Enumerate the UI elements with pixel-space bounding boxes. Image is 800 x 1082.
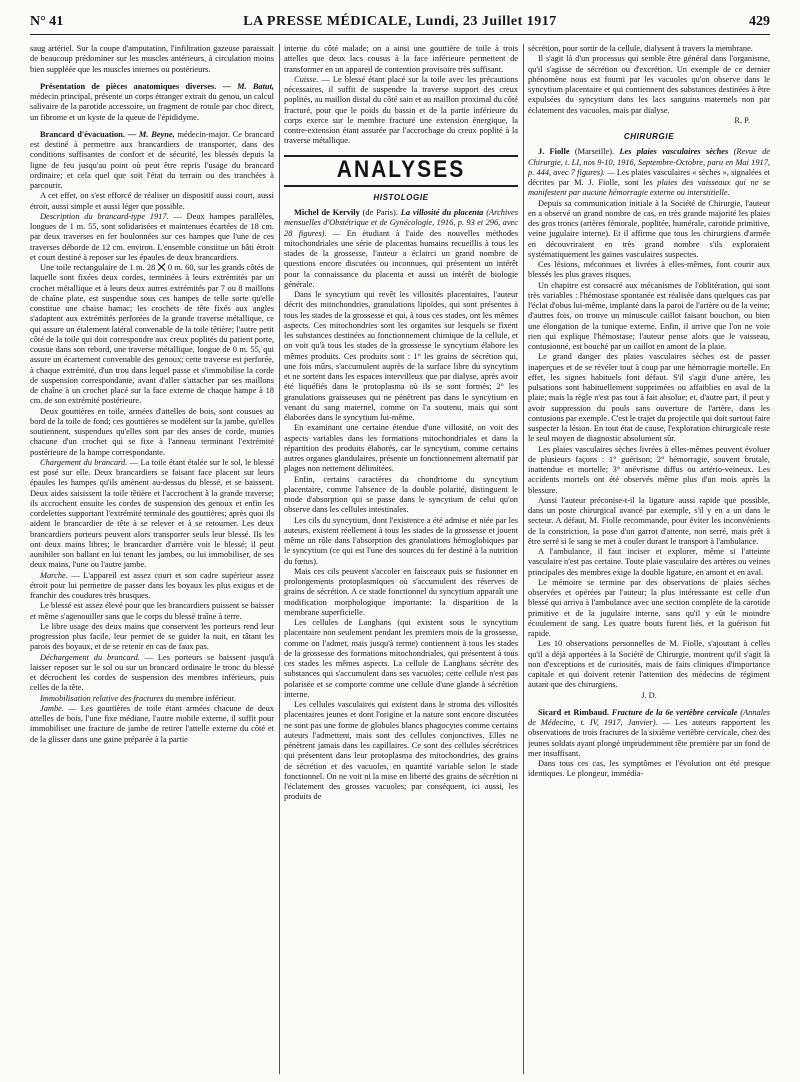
column-divider (523, 44, 524, 1074)
paragraph-text: médecin principal, présente un corps étranger extrait du genou, un calcul salivaire de la parotide accessoire, un fragment de rotule par choc direct, un fibrome et un kyste de la queue de l'épididyme. (30, 92, 274, 122)
paragraph-text: — Les porteurs se baissent jusqu'à laisser reposer sur le sol ou sur un brancard ordinaire le tronc du blessé et décrochent les cordes de suspension des membres inférieurs, puis celles de la tête. (30, 652, 274, 693)
paragraph-label: Chargement du brancard. (40, 457, 128, 467)
paragraph-text: — La toile étant étalée sur le sol, le blessé est posé sur elle. Deux brancardiers se faisant face placent sur leurs épaules les hampes qu'ils amènent au-dessus du blessé, et se baissent. Deux aides saisissent la toile têtière et l'accrochent à la grande traverse; ils accrochent ensuite les cordes de suspension des genoux et enfin les cordelettes supportant l'extrémité terminale des gouttières; après quoi ils aident le brancardier de tête à se relever et à se retourner. Les deux brancardiers porteurs peuvent alors transporter seuls leur blessé. Ils les ont deux mains libres; le brancardier d'arrière voit le blessé; il peut aunihiler son ballant en lui tenant les jambes, ou lui immobiliser, de ses deux mains, l'une ou l'autre jambe. (30, 457, 274, 570)
paragraph-dechargement (30, 653, 274, 694)
paragraph: interne du côté malade; on a ainsi une gouttière de toile à trois attelles que deux lacs cousus à la face inférieure permettent de transformer en un appareil de contention provisoire très suffisant. (284, 44, 518, 74)
journal-title: LA PRESSE MÉDICALE, Lundi, 23 Juillet 1917 (243, 14, 557, 29)
column-right (528, 44, 770, 1076)
paragraph: Aussi l'auteur préconise-t-il la ligature aussi rapide que possible, dans un poste chirurgical avancé par exemple, s'il y en a un dans le secteur. A défaut, M. Fiolle recommande, pour éviter les inconvénients de la constriction, la pose d'un garrot d'attente, non serré, mais prêt à être serré si le sang se met à couler durant le transport à l'ambulance. (528, 495, 770, 546)
subrubric-title: HISTOLOGIE (373, 192, 429, 202)
paragraph: Le libre usage des deux mains que conservent les porteurs rend leur progression plus facile, leur permet de se guider la nuit, en tâtant les parois des boyaux, et de se retenir en cas de faux pas. (30, 621, 274, 652)
section-pieces-anatomiques (30, 82, 274, 123)
paragraph: Deux gouttières en toile, armées d'attelles de bois, sont cousues au bord de la toile de fond; ces gouttières se modèlent sur la jambe, qu'elles soutiennent, suspendues qu'elles sont par des anses de corde, munies chacune d'un crochet qui se fixe à l'anneau terminant l'extrémité postérieure de la hampe correspondante. (30, 406, 274, 457)
paragraph: Les cellules de Langhans (qui existent sous le syncytium placentaire non seulement pendant les premiers mois de la grossesse, comme on l'admet, mais jusqu'à terme) contiennent à tous les stades de la grossesse des formations mitochondriales, qui présentent à tous ces stades les mêmes aspects. La cellule de Langhans sécrète des substances qui s'accumulent dans ses vacuoles; cette cellule n'est pas polarisée et se comporte comme une cellule d'une glande à sécrétion interne. (284, 618, 518, 699)
paragraph: Dans le syncytium qui revêt les villosités placentaires, l'auteur décrit des mitochondries, granulations lipoïdes, qui sont présentes à tous les stades de la grossesse et qui, à tous ces stades, ont les mêmes aspects. Ces mitochondries sont les organites sur lesquels se fixent les substances destinées au fonctionnement chimique de la cellule, et on voit qu'à tous les stades de la grossesse le syncytium élabore les mêmes produits. Ces produits sont : 1° les grains de sécrétion qui, une fois mûrs, s'accumulent auprès de la surface libre du syncytium et ne sortent dans les espaces intervilleux que par dialyse, après avoir été liquéfiés dans le protoplasma où ils se sont formés; 2° les granulations graisseuses qui ne pénètrent pas dans le syncytium en venant du sang maternel, comme on l'a soutenu, mais qui sont élaborées dans le syncytium lui-même. (284, 290, 518, 422)
section-brancard (30, 130, 274, 192)
paragraph: Les cils du syncytium, dont l'existence a été admise et niée par les auteurs, existent réellement à tous les stades de la grossesse et jouent même un rôle dans l'absorption des granulations hémoglobiques par le syncytium (ce qui est l'une des sources du fer destiné à la nutrition du fœtus). (284, 515, 518, 566)
paragraph: Dans tous ces cas, les symptômes et l'évolution ont été presque identiques. Le plongeur, immédia- (528, 759, 770, 779)
paragraph-label: Immobilisation relative des fractures (40, 693, 164, 703)
article-title: La villosité du placenta (400, 208, 484, 217)
paragraph-label: Jambe. (40, 703, 64, 713)
article-fiolle (528, 147, 770, 198)
running-header (30, 12, 770, 35)
paragraph: Depuis sa communication initiale à la Société de Chirurgie, l'auteur en a observé un grand nombre de cas, en très grande majorité les plaies des gros troncs (artères fémorale, poplitée, humérale, carotide primitive, veine jugulaire interne). Et il affirme que tous les chirurgiens d'armée en découvriraient en très grand nombre s'ils exploraient systématiquement les gaines vasculaires suspectes. (528, 198, 770, 259)
paragraph-text: Les auteurs rapportent les observations de trois fractures de la sixième vertèbre cervicale, chez des jeunes soldats ayant plongé imprudemment tête première par un fond de mer insuffisant. (528, 718, 770, 758)
paragraph-label: Déchargement du brancard. (40, 652, 140, 662)
paragraph-chargement (30, 458, 274, 571)
article-reference: (Revue de Chirurgie, t. LI, nos 9-10, 1916, Septembre-Octobre, paru en Mai 1917, p. 444, avec 7 figures). — (528, 147, 770, 177)
paragraph: A l'ambulance, il faut inciser et explorer, même si l'atteinte vasculaire n'est pas certaine. Toute plaie vasculaire des artères ou veines principales des membres exige la double ligature, en amont et en aval. (528, 547, 770, 577)
article-reference: (Archives mensuelles d'Obstétrique et de Gynécologie, 1916, p. 93 et 296, avec 28 figures). — (284, 208, 518, 238)
paragraph: Le mémoire se termine par des observations de plaies sèches observées et opérées par l'auteur; la plus intéressante est celle d'un blessé qui arriva à l'ambulance avec une section complète de la carotide primitive et de la jugulaire interne, sans qu'il y eût le moindre écoulement de sang. Les quatre bouts furent liés, et la guérison fut rapide. (528, 577, 770, 638)
article-sicard (528, 708, 770, 759)
article-reference: (Annales de Médecine, t. IV, 1917, Janvier). — (528, 707, 770, 727)
paragraph-text: 0 m. 60, sur les grands côtés de laquelle sont fixées deux cordes, terminées à leurs extrémités par un crochet métallique et à leurs deux autres extrémités par 7 ou 8 maillons de chaîne plate, est suspendue sous ces hampes de telle sorte qu'elle constitue une chaise hamac; les crochets de tête fixés aux angles s'adaptent aux extrémités perforées de la grande traverse métallique, ce qui assure un étalement latéral convenable de la toile têtière; l'autre petit côté de la toile qui doit correspondre aux creux poplités du patient porte, cousue dans son rebord, une traverse métallique, longue de 0 m. 55, qui assure un écartement convenable des genoux; cette traverse est perforée, à chaque extrémité, d'un trou dans lequel passe et s'immobilise la corde de suspension correspondante, avant d'aller s'attacher par ses maillons de chaîne à un crochet placé sur la face externe de chaque hampe à 18 cm. de son extrémité postérieure. (30, 263, 274, 406)
paragraph-jambe (30, 704, 274, 745)
paragraph-marche (30, 571, 274, 602)
paragraph: sécrétion, pour sortir de la cellule, dialysent à travers la membrane. (528, 44, 753, 53)
author-name: Michel de Kervily (294, 208, 360, 217)
article-title: Les plaies vasculaires sèches (619, 147, 729, 157)
paragraph: A cet effet, on s'est efforcé de réaliser un dispositif aussi court, aussi étroit, aussi simple et aussi léger que possible. (30, 191, 274, 211)
paragraph-text: médecin-major. Ce brancard est destiné à permettre aux brancardiers de transporter, dans des conditions suffisantes de confort et de sécurité, les blessés depuis la ligne de feu jusqu'au point où peut être repris l'usage du brancard ordinaire; et cela quel que soit l'état du terrain ou des tranchées à parcourir. (30, 129, 274, 190)
paragraph: Les 10 observations personnelles de M. Fiolle, s'ajoutant à celles qu'il a déjà apportées à la Société de Chirurgie, montrent qu'il s'agit là non d'exceptions et de curiosités, mais de faits cliniques d'importance capitale et qui doivent retenir l'attention des médecins de régiment autant que des chirurgiens. (528, 639, 770, 690)
paragraph-label: Description du brancard-type 1917. (40, 211, 169, 221)
article-signature: R. P. (734, 115, 750, 125)
author-name: J. Fiolle (538, 147, 570, 157)
author-place: (de Paris). (359, 208, 401, 217)
column-divider (279, 44, 280, 1074)
multiply-cross-icon (158, 263, 166, 271)
rubric-title: ANALYSES (336, 155, 466, 183)
page-number: 429 (749, 14, 770, 29)
paragraph: saug artériel. Sur la coupe d'amputation, l'infiltration gazeuse paraissait de beaucoup prédominer sur les muscles antérieurs, à circulation moins bien suppléée que les muscles internes ou postérieurs. (30, 44, 274, 74)
paragraph: Un chapitre est consacré aux mécanismes de l'oblitération, qui sont très variables : l'hémostase spontanée est réalisée dans quelques cas par l'éclat d'obus lui-même, implanté dans la paroi de l'artère ou de la veine; d'autres fois, on trouve un minuscule caillot faisant bouchon, ou bien une élongation de la tunique externe. Enfin, il arrive que l'on ne voie rien qui explique l'hémostase; l'auteur pense alors que le vaisseau, contusionné, est bouché par un caillot en amont de la plaie. (528, 280, 770, 351)
section-title: Brancard d'évacuation. — (40, 129, 137, 139)
paragraph-label: Marche. (40, 570, 68, 580)
paragraph-toile (30, 263, 274, 407)
paragraph-label: Cuisse. (294, 74, 319, 84)
section-title: Présentation de pièces anatomiques diverses. — (40, 81, 231, 91)
paragraph: Les plaies vasculaires sèches livrées à elles-mêmes peuvent évoluer de plusieurs façons : 1° guérison; 2° hémorragie, souvent brutale, inattendue et mortelle; 3° anévrisme diffus ou artério-veineux. Les accidents mortels ont été observés même plus d'un mois après la blessure. (528, 444, 770, 495)
paragraph: Mais ces cils peuvent s'accoler en faisceaux puis se fusionner en prolongements protoplasmiques où s'accumulent des réserves de grains de sécrétion. A ce stade fonctionnel du syncytium apparaît une modification morphologique importante: la disparition de la membrane superficielle. (284, 566, 518, 617)
paragraph-description (30, 212, 274, 263)
paragraph: Il s'agit là d'un processus qui semble être général dans l'organisme, qu'il s'agisse de sécrétion ou d'excrétion. Un exemple de ce dernier phénomène nous est fourni par les vacuoles qu'on observe dans le syncytium placentaire et qui contiennent des substances destinées à être expulsées du syncytium dans les lacs sanguins maternels non par éclatement des vacuoles, mais par dialyse. (528, 54, 770, 115)
paragraph: Le grand danger des plaies vasculaires sèches est de passer inaperçues et de se révéler tout à coup par une hémorragie mortelle. En effet, les signes habituels font défaut. S'il s'agit d'une artère, les pulsations sont habituellement supprimées ou affaiblies en aval de la plaie; mais la règle n'est pas tout à fait absolue; et, d'autre part, il peut y avoir suppression du pouls sans ouverture de l'artère, dans les contusions par exemple. C'est le trajet du projectile qui doit surtout faire suspecter la lésion. En tout état de cause, l'exploration chirurgicale reste le seul moyen de diagnostic absolument sûr. (528, 352, 770, 444)
paragraph-text: — L'appareil est assez court et son cadre supérieur assez étroit pour lui permettre de passer dans les boyaux les plus exigus et de franchir des coudures très brusques. (30, 570, 274, 600)
author-place: (Marseille). (569, 147, 620, 157)
paragraph-text: — Les gouttières de toile étant armées chacune de deux attelles de bois, l'une fixe médiane, l'autre mobile externe, il suffit pour immobiliser une fracture de jambe de retirer l'attelle externe du côté et de la glisser dans une gaine préparée à la partie (30, 703, 274, 744)
paragraph-text: En étudiant à l'aide des nouvelles méthodes mitochondriales une série de placentas humains recueillis à tous les stades de la grossesse, l'auteur a éclairci un grand nombre de questions encore discutées ou inconnues, qui présentent un intérêt pour la connaissance du placenta et aussi un intérêt de biologie générale. (284, 228, 518, 289)
paragraph: Les cellules vasculaires qui existent dans le stroma des villosités placentaires jeunes et dont l'origine et la nature sont encore discutées ne sont pas une forme de globules blancs phagocytes comme certains auteurs l'admettent, mais sont des cellules conjonctives. Elles ne pénètrent jamais dans les capillaires. Ce sont des cellules sécrétrices qui présentent dans leur protoplasma des mitochondries, des grains de sécrétion et des vacuoles, en quantité variable selon le stade fonctionnel. On ne voit ni la mise en liberté des grains de sécrétion ni l'éclatement des grosses vacuoles; par conséquent, ici aussi, les produits de (284, 700, 518, 802)
paragraph-immobilisation (30, 694, 274, 704)
paragraph: Enfin, certains caractères du chondriome du syncytium placentaire, comme l'absence de la double polarité, distinguent le mode d'absorption qui se passe dans le syncytium de celui qu'on observe dans les cellules intestinales. (284, 474, 518, 515)
paragraph-cuisse (284, 75, 518, 147)
paragraph: En examinant une certaine étendue d'une villosité, on voit des aspects variables dans les formations mitochondriales et dans la répartition des produits élaborés, car le syncytium, comme certains autres organes glandulaires, présente un fonctionnement alternatif par plages non nettement délimitées. (284, 423, 518, 474)
paragraph-text: — Le blessé étant placé sur la toile avec les précautions nécessaires, il suffit de suspendre la traverse support des creux poplités, au maillon distal du côté sain et au maillon proximal du côté fracturé, pour que le poids du bassin et de la partie inférieure du corps exerce sur le membre fracturé une extension énergique, la contre-extension étant assurée par l'accrochage du creux poplité à la traverse métallique. (284, 74, 518, 146)
author-name: M. Beyne, (138, 129, 175, 139)
author-name: M. Batut, (237, 81, 274, 91)
paragraph-text: Une toile rectangulaire de 1 m. 28 (40, 263, 158, 272)
article-title: Fracture de la 6e vertèbre cervicale (608, 707, 738, 717)
paragraph-text: — Deux hampes parallèles, longues de 1 m. 55, sont solidarisées et maintenues écartées de 18 cm. par deux traverses en fer boulonnées sur ces hampes que l'une de ces traverses déborde de 12 cm. environ. L'ensemble constitue un bâti étroit et court destiné à reposer sur les épaules de deux brancardiers. (30, 211, 274, 262)
issue-number: N° 41 (30, 14, 64, 29)
article-kervily (284, 208, 518, 290)
author-name: Sicard et Rimbaud. (538, 707, 609, 717)
paragraph-emphasis: plaies des vaisseaux qui ne se manifestent par aucune hémorragie externe ou interstitielle. (528, 178, 770, 198)
subrubric-title: CHIRURGIE (623, 132, 675, 141)
paragraph-text: Les plaies vasculaires « sèches », signalées et décrites par M. J. Fiolle, sont les (528, 167, 770, 187)
rubric-banner (284, 155, 518, 187)
paragraph: Ces lésions, méconnues et livrées à elles-mêmes, font courir aux blessés les plus graves risques. (528, 260, 770, 280)
article-signature: J. D. (641, 690, 657, 700)
column-left (30, 44, 274, 1076)
paragraph-text: du membre inférieur. (163, 693, 236, 703)
column-middle (284, 44, 518, 1076)
paragraph: Le blessé est assez élevé pour que les brancardiers puissent se baisser et même s'agenouiller sans que le corps du blessé traîne à terre. (30, 601, 274, 621)
